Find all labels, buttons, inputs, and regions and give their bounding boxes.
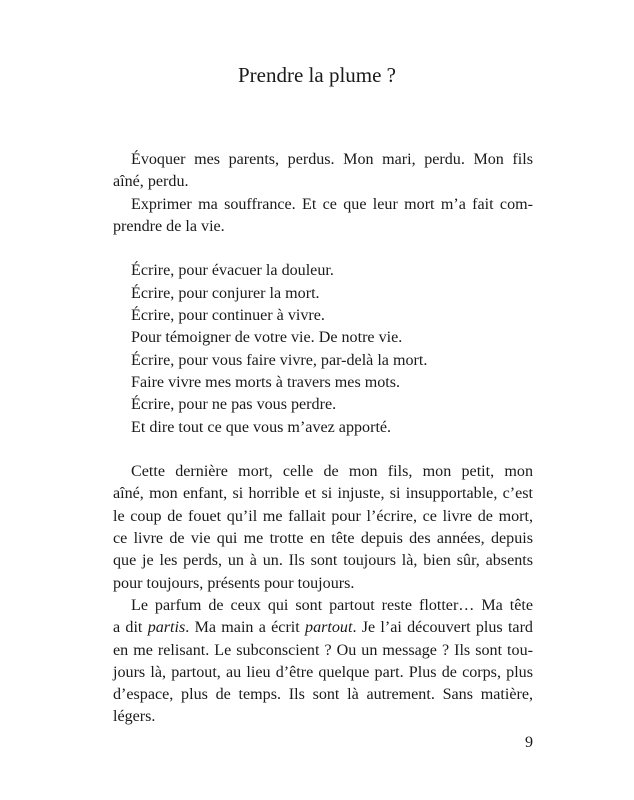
text-line: Cette dernière mort, celle de mon fils, mon petit, mon [131,463,533,481]
poem-line: Écrire, pour vous faire vivre, par-delà la mort. [131,351,428,369]
poem-line: Écrire, pour évacuer la douleur. [131,262,334,280]
paragraph [113,149,533,194]
italic-word: partis [147,619,186,637]
text-line: Exprimer ma souffrance. Et ce que leur mort m’a fait com- [131,195,533,213]
poem [113,260,533,438]
italic-word: partout [305,619,353,637]
text-line: que je les perds, un à un. Ils sont toujours là, bien sûr, absents [113,552,533,570]
poem-line: Et dire tout ce que vous m’avez apporté. [131,418,392,436]
text-line: aîné, perdu. [113,173,189,191]
text-line: d’espace, plus de temps. Ils sont là autrement. Sans matière, [113,686,533,704]
paragraph [113,194,533,239]
poem-line: Écrire, pour conjurer la mort. [131,284,320,302]
text-line: jours là, partout, au lieu d’être quelque part. Plus de corps, plus [113,663,533,681]
page-number: 9 [524,734,533,751]
text-fragment: . Je l’ai découvert plus tard [352,619,533,637]
text-line-with-italics [113,617,533,639]
text-line: prendre de la vie. [113,217,225,235]
poem-line: Faire vivre mes morts à travers mes mots. [131,373,401,391]
text-line: légers. [113,708,156,726]
text-line: aîné, mon enfant, si horrible et si injuste, si insupportable, c’est [113,485,533,503]
text-line: pour toujours, présents pour toujours. [113,574,355,592]
text-line: Le parfum de ceux qui sont partout reste flotter… Ma tête [131,596,533,614]
text-line: le coup de fouet qu’il me fallait pour l’écrire, ce livre de mort, [113,507,533,525]
text-line: en me relisant. Le subconscient ? Ou un message ? Ils sont tou- [113,641,533,659]
body-text [113,149,533,729]
text-line: ce livre de vie qui me trotte en tête depuis des années, depuis [113,530,533,548]
paragraph [113,595,533,729]
poem-line: Écrire, pour ne pas vous perdre. [131,396,337,414]
paragraph [113,461,533,595]
text-fragment: a dit [113,619,148,637]
poem-line: Pour témoigner de votre vie. De notre vie. [131,329,403,347]
text-line: Évoquer mes parents, perdus. Mon mari, perdu. Mon fils [131,151,533,168]
text-fragment: . Ma main a écrit [185,619,306,637]
poem-line: Écrire, pour continuer à vivre. [131,307,325,325]
chapter-title: Prendre la plume ? [237,63,397,87]
